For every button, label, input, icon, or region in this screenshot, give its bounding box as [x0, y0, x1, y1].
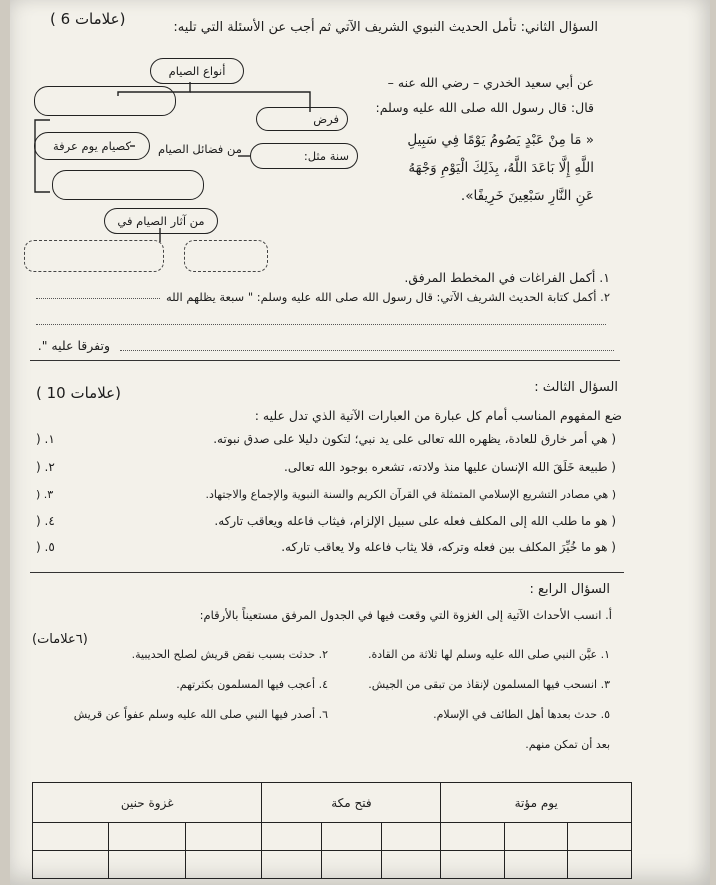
- q3-item-3-text: ( هي مصادر التشريع الإسلامي المتمثلة في القرآن الكريم والسنة النبوية والإجماع والاجتهاد.: [205, 488, 616, 501]
- q2-heading: السؤال الثاني: تأمل الحديث النبوي الشريف الآتي ثم أجب عن الأسئلة التي تليه:: [173, 20, 598, 35]
- q4-event-6-tail: بعد أن تمكن منهم.: [525, 738, 610, 751]
- answer-cell[interactable]: [568, 851, 632, 879]
- task2-answer-line-b[interactable]: [36, 324, 606, 325]
- diagram-sunnah-box: سنة مثل:: [250, 143, 358, 169]
- q2-task-2-end: وتفرقا عليه ".: [37, 338, 110, 353]
- q3-heading: السؤال الثالث :: [534, 380, 618, 395]
- answer-table-row-1: [33, 823, 632, 851]
- answer-cell[interactable]: [504, 851, 567, 879]
- hadith-line-2: اللَّهِ إِلَّا بَاعَدَ اللَّهُ، بِذَلِكَ الْيَوْمِ وَجْهَهُ: [408, 160, 594, 176]
- diagram-effects-box: من آثار الصيام في: [104, 208, 218, 234]
- q4-instruction: أ. انسب الأحداث الآتية إلى الغزوة التي وقعت فيها في الجدول المرفق مستعيناً بالأرقام:: [199, 608, 612, 622]
- divider-q2-q3: [30, 360, 620, 361]
- q3-item-1-text: ( هي أمر خارق للعادة، يظهره الله تعالى على يد نبي؛ لتكون دليلا على صدق نبوته.: [213, 432, 616, 446]
- answer-cell[interactable]: [185, 823, 261, 851]
- q4-heading: السؤال الرابع :: [529, 582, 610, 597]
- q4-marks: (٦علامات): [32, 632, 88, 647]
- q2-task-1: ١. أكمل الفراغات في المخطط المرفق.: [404, 270, 610, 285]
- q4-event-3: ٣. انسحب فيها المسلمون لإنقاذ من تبقى من الجيش.: [368, 678, 610, 691]
- q3-item-2-text: ( طبيعة خَلَقَ الله الإنسان عليها منذ ولادته، تشعره بوجود الله تعالى.: [284, 460, 616, 474]
- diagram-blank-left[interactable]: [34, 86, 176, 116]
- answer-cell[interactable]: [109, 851, 185, 879]
- answer-cell[interactable]: [568, 823, 632, 851]
- hadith-line-1: « مَا مِنْ عَبْدٍ يَصُومُ يَوْمًا فِي سَبِيلِ: [407, 132, 594, 148]
- q3-item-2[interactable]: [36, 460, 616, 474]
- q4-event-1: ١. عيَّن النبي صلى الله عليه وسلم لها ثلاثة من القادة.: [368, 648, 610, 661]
- answer-cell[interactable]: [441, 823, 504, 851]
- diagram-types-box: أنواع الصيام: [150, 58, 244, 84]
- answer-cell[interactable]: [381, 851, 441, 879]
- q4-event-2: ٢. حدثت بسبب نقض قريش لصلح الحديبية.: [131, 648, 328, 661]
- hadith-narrator: عن أبي سعيد الخدري – رضي الله عنه –: [387, 75, 594, 90]
- diagram-fard-box: فرض: [256, 107, 348, 131]
- diagram-virtues-label: من فضائل الصيام: [158, 142, 242, 156]
- hadith-line-3: عَنِ النَّارِ سَبْعِينَ خَرِيفًا».: [460, 188, 594, 204]
- q3-item-1[interactable]: [36, 432, 616, 446]
- q4-event-5: ٥. حدث بعدها أهل الطائف في الإسلام.: [433, 708, 610, 721]
- q3-item-5-text: ( هو ما خُيِّرَ المكلف بين فعله وتركه، فلا يثاب فاعله ولا يعاقب تاركه.: [281, 540, 616, 554]
- hadith-intro: قال: قال رسول الله صلى الله عليه وسلم:: [375, 100, 594, 115]
- answer-cell[interactable]: [441, 851, 504, 879]
- header-mutah: يوم مؤتة: [441, 783, 632, 823]
- answer-cell[interactable]: [109, 823, 185, 851]
- q2-marks: ( 6 علامات): [50, 10, 126, 28]
- answer-cell[interactable]: [262, 823, 322, 851]
- answer-cell[interactable]: [185, 851, 261, 879]
- q3-instruction: ضع المفهوم المناسب أمام كل عبارة من العبارات الآتية الذي تدل عليه :: [254, 408, 622, 423]
- q3-item-5[interactable]: [36, 540, 616, 554]
- diagram-blank-middle[interactable]: [52, 170, 204, 200]
- q3-item-4-text: ( هو ما طلب الله إلى المكلف فعله على سبيل الإلزام، فيثاب فاعله ويعاقب تاركه.: [214, 514, 616, 528]
- header-makkah: فتح مكة: [262, 783, 441, 823]
- answer-cell[interactable]: [504, 823, 567, 851]
- answer-table-row-2: [33, 851, 632, 879]
- answer-cell[interactable]: [322, 823, 382, 851]
- divider-q3-q4: [30, 572, 624, 573]
- q3-item-3[interactable]: [36, 488, 616, 501]
- q2-task-2: ٢. أكمل كتابة الحديث الشريف الآتي: قال رسول الله صلى الله عليه وسلم: " سبعة يظلهم الله: [166, 290, 610, 304]
- q3-item-1-number: ) .١: [36, 432, 55, 446]
- diagram-arafah-box: كصيام يوم عرفة: [34, 132, 150, 160]
- q3-item-4[interactable]: [36, 514, 616, 528]
- task2-answer-line-a[interactable]: [36, 298, 160, 299]
- diagram-dashed-right[interactable]: [184, 240, 268, 272]
- exam-page: [10, 0, 710, 885]
- q3-item-2-number: ) .٢: [36, 460, 55, 474]
- q3-item-3-number: ) .٣: [36, 488, 54, 501]
- q3-item-5-number: ) .٥: [36, 540, 55, 554]
- q4-event-6: ٦. أصدر فيها النبي صلى الله عليه وسلم عفواً عن قريش: [73, 708, 328, 721]
- q4-event-4: ٤. أعجب فيها المسلمون بكثرتهم.: [176, 678, 328, 691]
- q3-item-4-number: ) .٤: [36, 514, 55, 528]
- header-hunayn: غزوة حنين: [33, 783, 262, 823]
- answer-table-header-row: [33, 783, 632, 823]
- answer-cell[interactable]: [33, 851, 109, 879]
- q3-marks: ( 10 علامات): [36, 384, 121, 402]
- answer-cell[interactable]: [262, 851, 322, 879]
- q4-answer-table: [32, 782, 632, 879]
- task2-answer-line-c[interactable]: [120, 350, 614, 351]
- diagram-dashed-left[interactable]: [24, 240, 164, 272]
- answer-cell[interactable]: [381, 823, 441, 851]
- answer-cell[interactable]: [322, 851, 382, 879]
- answer-cell[interactable]: [33, 823, 109, 851]
